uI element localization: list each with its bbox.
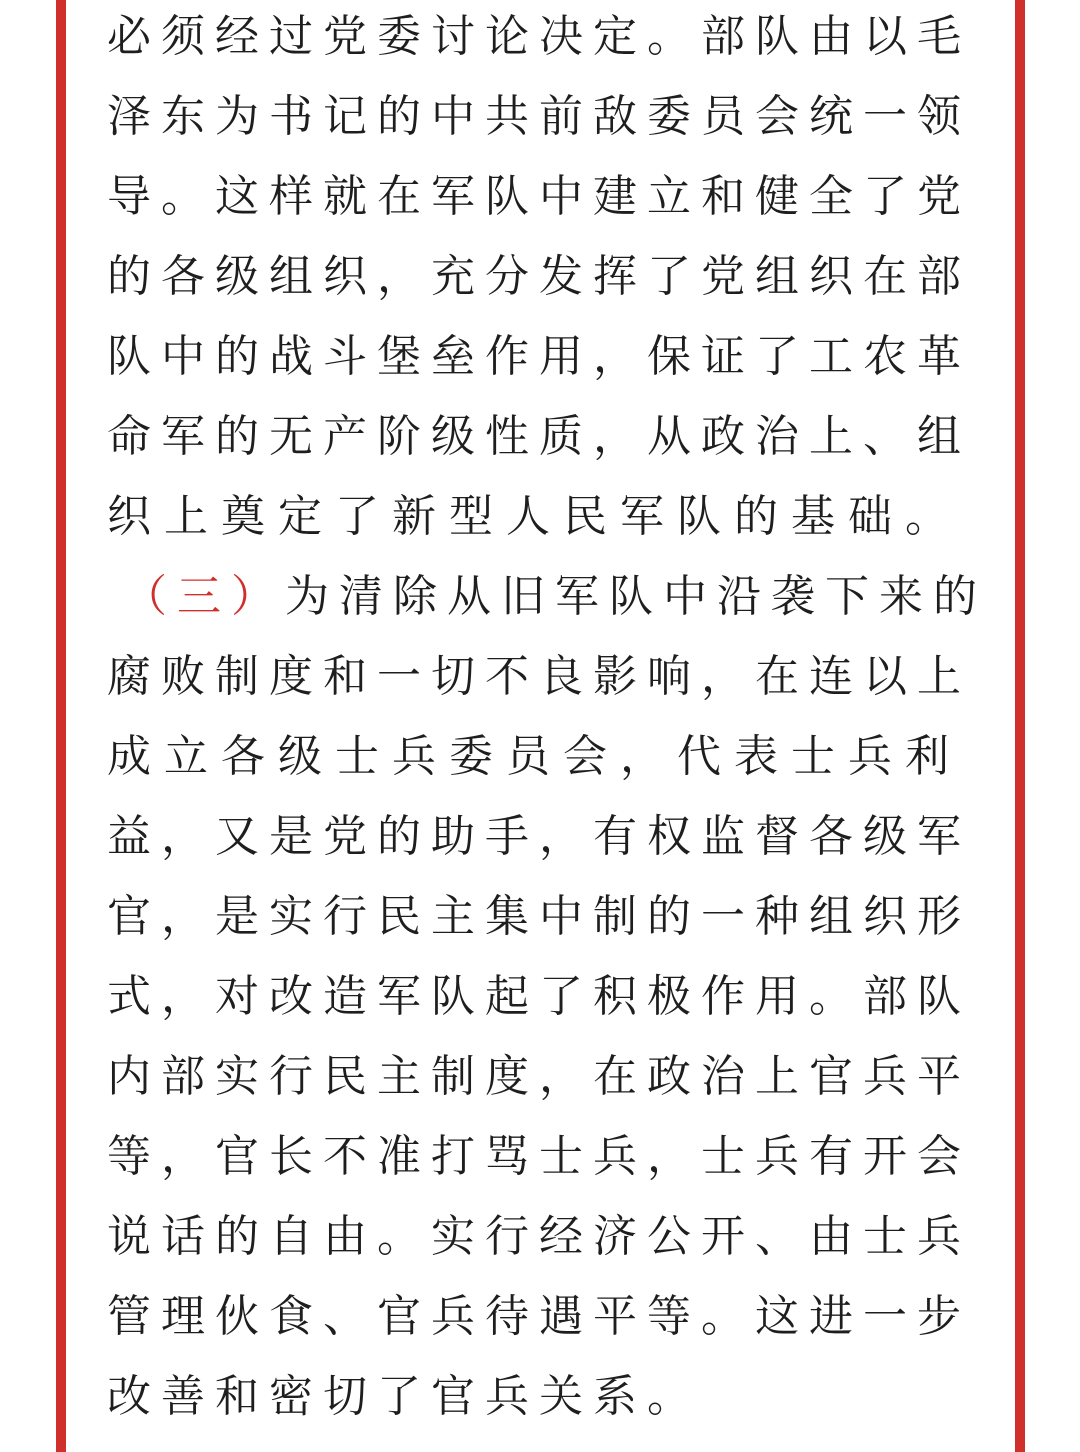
text-line: 管理伙食、官兵待遇平等。这进一步	[107, 1291, 971, 1342]
text-line: 腐败制度和一切不良影响，在连以上	[107, 651, 971, 702]
text-line: 导。这样就在军队中建立和健全了党	[107, 171, 971, 222]
text-line: 成立各级士兵委员会，代表士兵利	[107, 731, 962, 782]
text-line-section-three	[123, 557, 987, 637]
text-line: 式，对改造军队起了积极作用。部队	[107, 971, 971, 1022]
text-line: 队中的战斗堡垒作用，保证了工农革	[107, 331, 971, 382]
right-red-border	[1015, 0, 1025, 1452]
section-text: 为清除从旧军队中沿袭下来的	[285, 571, 987, 622]
text-line: 官，是实行民主集中制的一种组织形	[107, 891, 971, 942]
text-line: 泽东为书记的中共前敌委员会统一领	[107, 91, 971, 142]
text-line: 等，官长不准打骂士兵，士兵有开会	[107, 1131, 971, 1182]
text-line: 内部实行民主制度，在政治上官兵平	[107, 1051, 971, 1102]
text-line: 说话的自由。实行经济公开、由士兵	[107, 1211, 971, 1262]
text-line: 命军的无产阶级性质，从政治上、组	[107, 411, 971, 462]
section-marker: （三）	[123, 571, 285, 622]
left-red-border	[56, 0, 66, 1452]
text-line: 改善和密切了官兵关系。	[107, 1371, 701, 1422]
text-line: 织上奠定了新型人民军队的基础。	[107, 491, 962, 542]
text-line: 的各级组织，充分发挥了党组织在部	[107, 251, 971, 302]
text-line: 益，又是党的助手，有权监督各级军	[107, 811, 971, 862]
text-line: 必须经过党委讨论决定。部队由以毛	[107, 11, 971, 62]
